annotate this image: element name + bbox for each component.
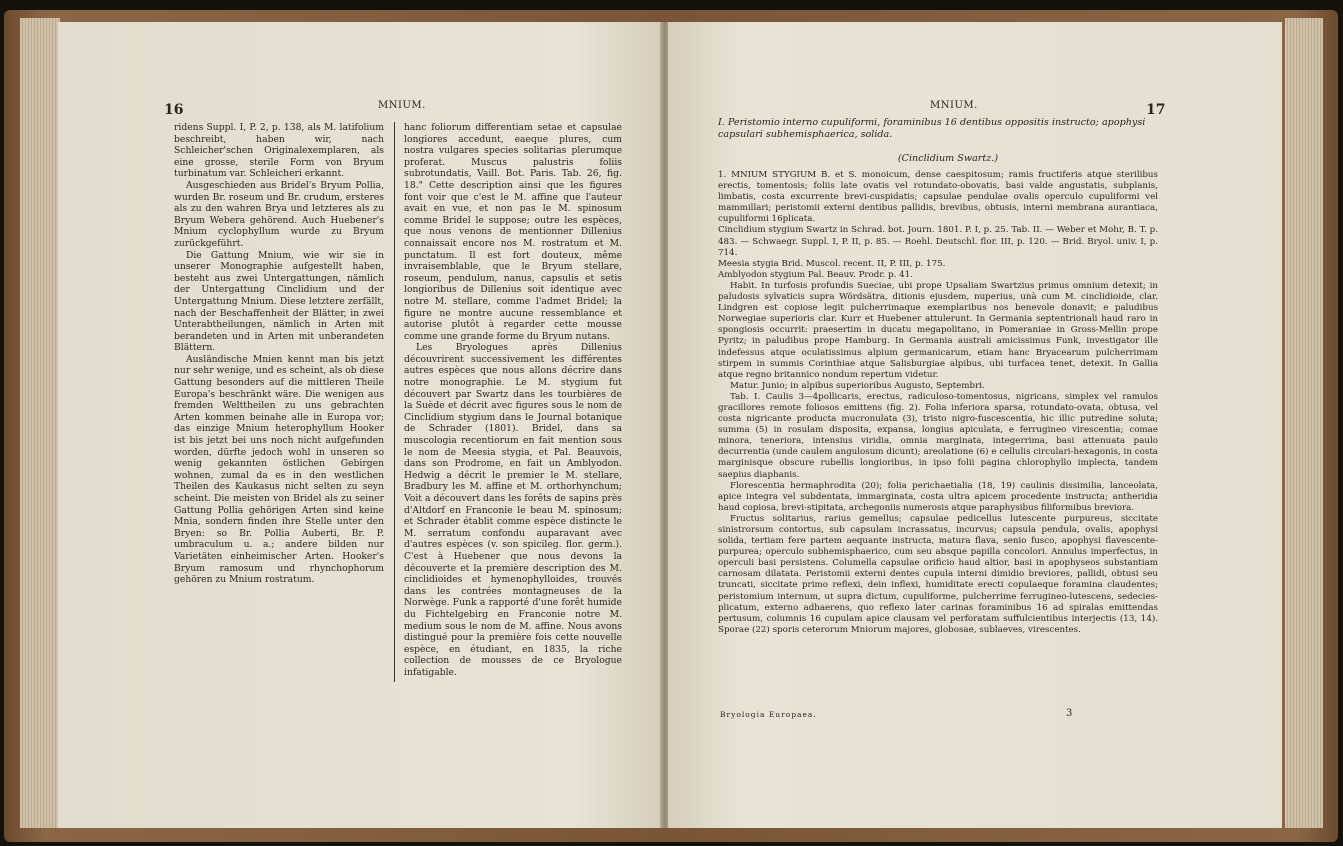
description: Fructus solitarius, rarius gemellus; capsulae pedicellus lutescente purpureus, siccitate sinistrorsum contortus, sub capsulam incrassatus, incurvus; capsula pendula, ovalis, apophysi solida, tertiam fere partem aequante instructa, matura flava, senio fusco, apophysi flavescente-purpurea; operculo subhemisphaerico, cum seu absque papilla concolori. Annulus imperfectus, in operculi basi persistens. Columella capsulae orificio haud altior, basi in apophyseos substantiam carnosam dilatata. Peristomii externi dentes cupula interni dimidio breviores, pallidi, obtusi seu truncati, siccitate primo reflexi, dein inflexi, humiditate erecti copulaeque foramina claudentes; peristomium internum, ut supra dictum, cupuliforme, pulcherrime ferrugineo-lutescens, sedecies-plicatum, externo adhaerens, quo reflexo later carinas foraminibus 16 ad spiralas emittendas pertusum, columnis 16 cupulam apice clausam vel perforatam suffulcientibus interjectis (13, 14). Sporae (22) sporis ceterorum Mniorum majores, globosae, sublaeves, virescentes.	[718, 513, 1158, 635]
signature-mark: 3	[1066, 708, 1074, 719]
right-page-number: 17	[1146, 102, 1166, 118]
species-column	[718, 170, 1158, 636]
species-diagnosis: 1. MNIUM STYGIUM B. et S. monoicum, dense caespitosum; ramis fructiferis atque sterilibus erectis, tomentosis; foliis late ovatis vel rotundato-obovatis, basi valde angustatis, subplanis, limbatis, costa excurrente brevi-cuspidatis; capsulae pendulae ovalis operculo cupuliformi vel mammillari; peristomii externi dentibus pallidis, brevibus, obtusis, interni membrana aurantiaca, cupuliformi 16plicata.	[718, 170, 1158, 225]
page-edges-right	[1285, 18, 1323, 828]
right-page	[668, 22, 1282, 828]
french-column	[404, 122, 622, 679]
right-running-head: MNIUM.	[930, 100, 978, 111]
description: Florescentia hermaphrodita (20); folia perichaetialia (18, 19) caulinis dissimilia, lanceolata, apice integra vel subdentata, immarginata, costa ultra apicem procedente instructa; antheridia haud copiosa, brevi-stipitata, archegoniis numerosis atque paraphysibus filiformibus breviora.	[718, 480, 1158, 513]
paragraph: Ausgeschieden aus Bridel's Bryum Pollia, wurden Br. roseum und Br. crudum, ersteres als zu den wahren Brya und letzteres als zu Bryum Webera gehörend. Auch Huebener's Mnium cyclophyllum wurde zu Bryum zurückgeführt.	[174, 179, 384, 249]
maturity: Matur. Junio; in alpibus superioribus Augusto, Septembri.	[730, 380, 985, 391]
subsection-title: (Cinclidium Swartz.)	[897, 153, 999, 164]
synonym: Meesia stygia Brid. Muscol. recent. II, P. III, p. 175.	[718, 258, 946, 269]
left-page	[58, 22, 662, 828]
synonym: Amblyodon stygium Pal. Beauv. Prodr. p. 41.	[718, 269, 913, 280]
left-page-number: 16	[164, 102, 184, 118]
synonym: Cinclidium stygium Swartz in Schrad. bot. Journ. 1801. P. I, p. 25. Tab. II. — Weber et Mohr, B. T. p. 483. — Schwaegr. Suppl. I, P. II, p. 85. — Roehl. Deutschl. flor. III, p. 120. — Brid. Bryol. univ. I, p. 714.	[718, 225, 1158, 258]
paragraph: Die Gattung Mnium, wie wir sie in unserer Monographie aufgestellt haben, besteht aus zwei Untergattungen, nämlich der Untergattung Cinclidium und der Untergattung Mnium. Diese letztere zerfällt, nach der Beschaffenheit der Blätter, in zwei Unterabtheilungen, nämlich in Arten mit berandeten und in Arten mit unberandeten Blättern.	[174, 249, 384, 354]
paragraph: hanc foliorum differentiam setae et capsulae longiores accedunt, eaeque plures, cum nostra vulgares species solitarias plerumque proferat. Muscus palustris foliis subrotundatis, Vaill. Bot. Paris. Tab. 26, fig. 18." Cette description ainsi que les figures font voir que c'est le M. affine que l'auteur avait en vue, et non pas le M. spinosum comme Bridel le suppose; outre les espèces, que nous venons de mentionner Dillenius connaissait encore nos M. rostratum et M. punctatum. Il est fort douteux, même invraisemblable, que le Bryum stellare, roseum, pendulum, nanus, capsulis et setis longioribus de Dillenius soit identique avec notre M. stellare, comme l'admet Bridel; la figure ne montre aucune ressemblance et autorise plutôt à regarder cette mousse comme une grande forme du Bryum nutans.	[404, 122, 622, 342]
german-column	[174, 122, 384, 586]
habitat: Habit. In turfosis profundis Sueciae, ubi prope Upsaliam Swartzius primus omnium detexit; in paludosis sylvaticis supra Wördsätra, ditionis ejusdem, nuperius, unà cum M. cinclidioide, clar. Lindgren est copiose legit pulcherrimaque exemplaribus nos benevole donavit; e paludibus Norwegiae superioris clar. Kurr et Huebener attulerunt. In Germania septentrionali haud raro in spongiosis occurrit: praesertim in ducatu megapolitano, in Pomeraniae in Gross-Mellin prope Pyritz; in paludibus prope Hamburg. In Germania australi amicissimus Funk, investigator ille indefessus atque oculatissimus alpium germanicarum, etiam hanc Bryacearum pulcherrimam stirpem in summis Corinthiae atque Salisburgiae alpibus, ubi turfacea tenet, detexit. In Gallia atque regno britannico nondum repertum videtur.	[718, 280, 1158, 380]
section-title: I. Peristomio interno cupuliformi, foraminibus 16 dentibus oppositis instructo; apophysi capsulari subhemisphaerica, solida.	[718, 117, 1146, 140]
printer-signature: Bryologia Europaea.	[720, 710, 817, 719]
left-running-head: MNIUM.	[378, 100, 426, 111]
description: Tab. I. Caulis 3—4pollicaris, erectus, radiculoso-tomentosus, nigricans, simplex vel ramulos gracillores remote foliosos emittens (fig. 2). Folia inferiora sparsa, rotundato-ovata, obtusa, vel costa nigricante producta mucronulata (3), tristo nigro-fuscescentia, hic illic putredine soluta; summa (5) in rosulam disposita, expansa, longius apiculata, e ferrugineo virescentia; comae minora, teneriora, intensius viridia, omnia marginata, integerrima, basi attenuata paulo decurrentia (unde caulem angulosum dicunt); areolatione (6) e cellulis circulari-hexagonis, in costa marginisque obscure rubellis longioribus, in ipso folii pagina chlorophyllo implecta, tandem saepius diaphanis.	[718, 391, 1158, 480]
paragraph: Ausländische Mnien kennt man bis jetzt nur sehr wenige, und es scheint, als ob diese Gattung besonders auf die mittleren Theile Europa's beschränkt wäre. Die wenigen aus fremden Welttheilen zu uns gebrachten Arten kommen beinahe alle in Europa vor; das einzige Mnium heterophyllum Hooker ist bis jetzt bei uns noch nicht aufgefunden worden, dürfte jedoch wohl in unseren so wenig gekannten östlichen Gebirgen wohnen, zumal da es in den westlichen Theilen des Kaukasus nicht selten zu seyn scheint. Die meisten von Bridel als zu seiner Gattung Pollia gehörigen Arten sind keine Mnia, sondern finden ihre Stelle unter den Bryen: so Br. Pollia Auberti, Br. P. umbraculum u. a.; andere bilden nur Varietäten einheimischer Arten. Hooker's Bryum ramosum und rhynchophorum gehören zu Mnium rostratum.	[174, 353, 384, 586]
paragraph: Les Bryologues après Dillenius découvrirent successivement les différentes autres espèces que nous allons décrire dans notre monographie. Le M. stygium fut découvert par Swartz dans les tourbières de la Suède et décrit avec figures sous le nom de Cinclidium stygium dans le Journal botanique de Schrader (1801). Bridel, dans sa muscologia recentiorum en fait mention sous le nom de Meesia stygia, et Pal. Beauvois, dans son Prodrome, en fait un Amblyodon. Hedwig a décrit le premier le M. stellare, Bradbury les M. affine et M. orthorhynchum; Voit a découvert dans les forêts de sapins près d'Altdorf en Franconie le beau M. spinosum; et Schrader établit comme espèce distincte le M. serratum confondu auparavant avec d'autres espèces (v. son spicileg. flor. germ.). C'est à Huebener que nous devons la découverte et la première description des M. cinclidioides et hymenophylloides, trouvés dans les contrées montagneuses de la Norwège. Funk a rapporté d'une forêt humide du Fichtelgebirg en Franconie notre M. medium sous le nom de M. affine. Nous avons distingué pour la première fois cette nouvelle espèce, en étudiant, en 1835, la riche collection de mousses de ce Bryologue infatigable.	[404, 342, 622, 678]
page-edges-left	[20, 18, 60, 828]
column-rule	[394, 122, 395, 682]
paragraph: ridens Suppl. I, P. 2, p. 138, als M. latifolium beschreibt, haben wir, nach Schleicher'schen Originalexemplaren, als eine grosse, sterile Form von Bryum turbinatum var. Schleicheri erkannt.	[174, 122, 384, 180]
